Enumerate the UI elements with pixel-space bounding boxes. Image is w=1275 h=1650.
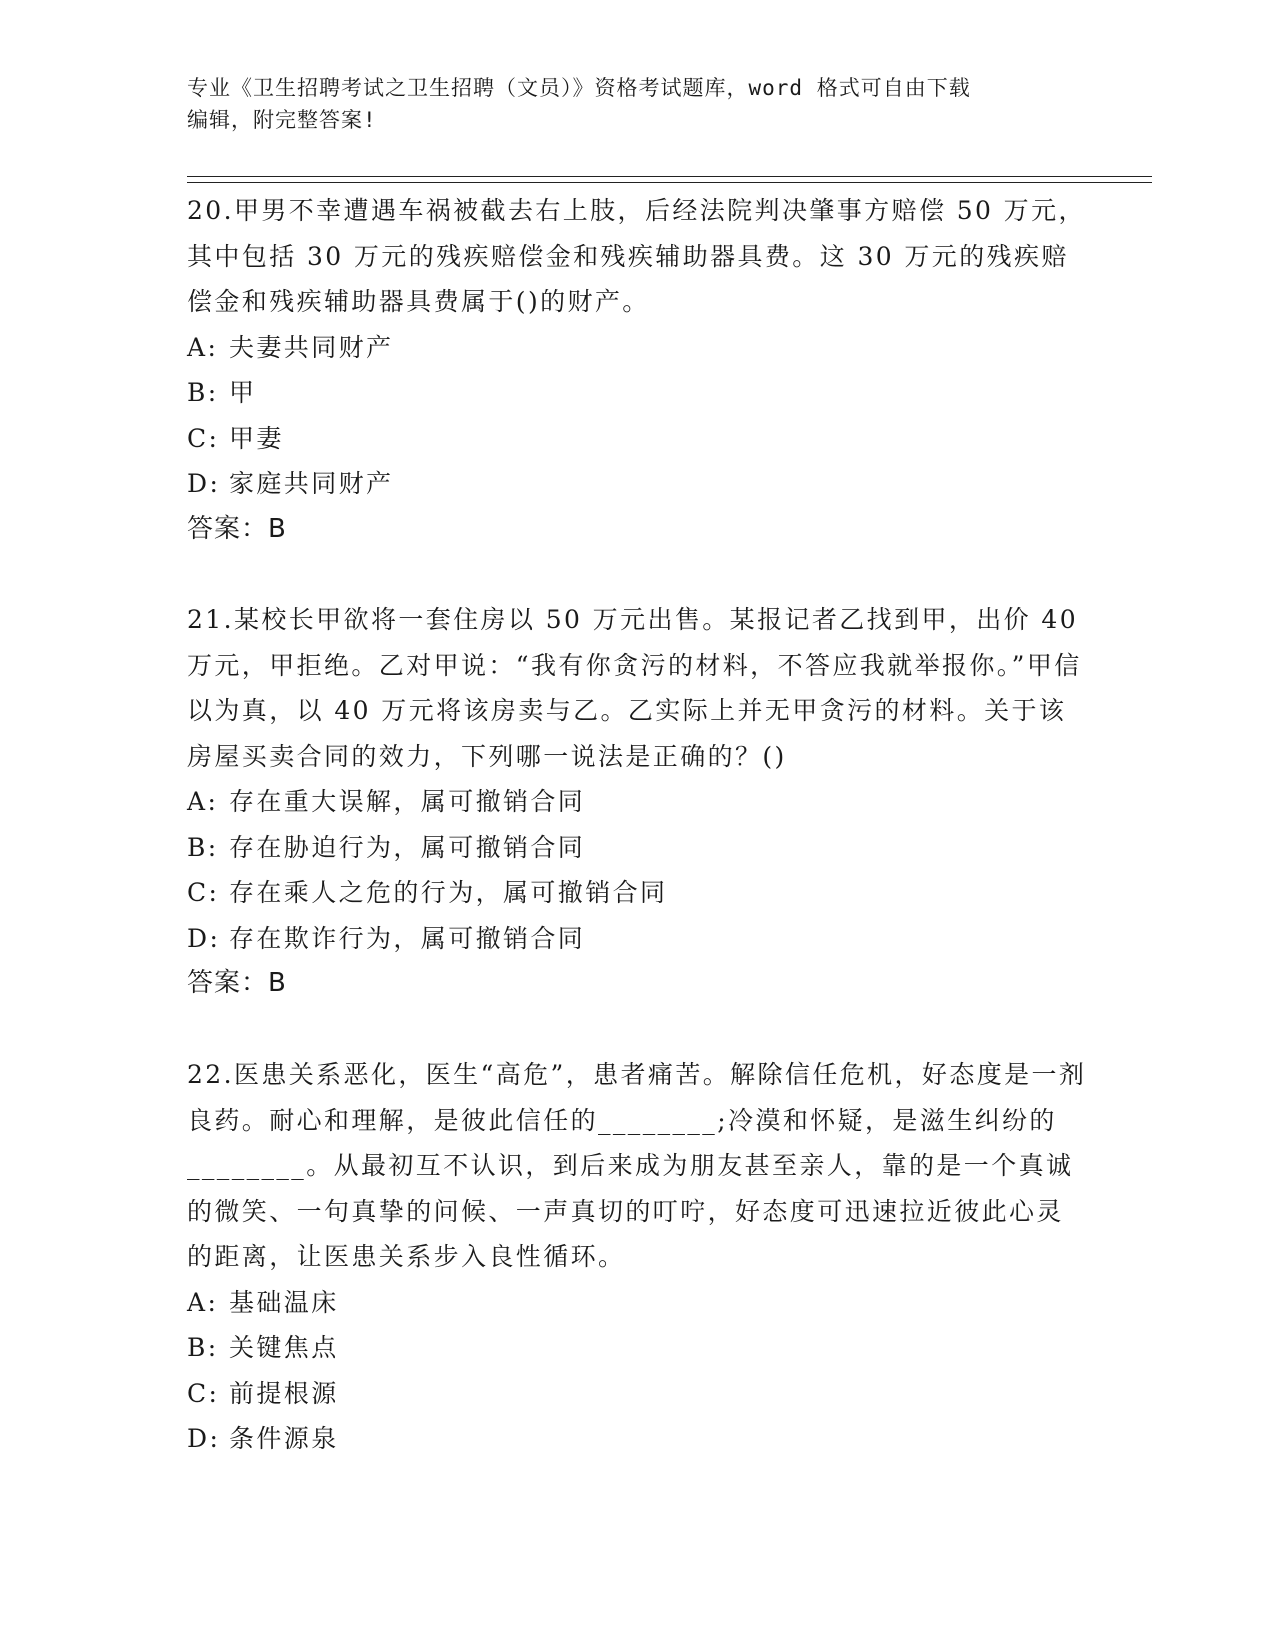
option-key: B:: [187, 1333, 219, 1362]
question-stem: 21.某校长甲欲将一套住房以 50 万元出售。某报记者乙找到甲，出价 40 万元，甲拒绝。乙对甲说：“我有你贪污的材料，不答应我就举报你。”甲信以为真，以 40 万元将该房卖与乙。乙实际上并无甲贪污的材料。关于该房屋买卖合同的效力，下列哪一说法是正确的？(): [187, 605, 1082, 771]
option-key: B:: [187, 832, 219, 862]
option-key: A:: [187, 1287, 219, 1317]
option-text: 甲: [229, 378, 257, 407]
question-22: [187, 1052, 1087, 1462]
option-text: 关键焦点: [229, 1333, 339, 1362]
header-line-1: 专业《卫生招聘考试之卫生招聘（文员）》资格考试题库，word 格式可自由下载: [187, 76, 971, 100]
option-c: [187, 416, 1087, 462]
option-key: D:: [187, 923, 221, 953]
option-key: D:: [187, 469, 221, 498]
header-divider-top: [187, 176, 1152, 177]
option-a: [187, 779, 1087, 825]
option-text: 存在乘人之危的行为，属可撤销合同: [229, 878, 668, 907]
option-text: 条件源泉: [229, 1424, 339, 1453]
answer-line: 答案：B: [187, 513, 287, 544]
option-c: [187, 870, 1087, 916]
option-text: 甲妻: [229, 423, 284, 453]
option-text: 夫妻共同财产: [229, 332, 394, 362]
option-key: C:: [187, 878, 220, 907]
option-key: C:: [187, 423, 220, 453]
option-c: [187, 1371, 1087, 1417]
option-key: C:: [187, 1378, 220, 1408]
option-text: 基础温床: [229, 1287, 339, 1317]
option-d: [187, 1416, 1087, 1462]
question-20: [187, 188, 1087, 552]
option-text: 家庭共同财产: [229, 469, 394, 498]
question-stem: 22.医患关系恶化，医生“高危”，患者痛苦。解除信任危机，好态度是一剂良药。耐心和理解，是彼此信任的________;冷漠和怀疑，是滋生纠纷的________。从最初互不认识，到后来成为朋友甚至亲人，靠的是一个真诚的微笑、一句真挚的问候、一声真切的叮咛，好态度可迅速拉近彼此心灵的距离，让医患关系步入良性循环。: [187, 1060, 1087, 1271]
question-stem: 20.甲男不幸遭遇车祸被截去右上肢，后经法院判决肇事方赔偿 50 万元，其中包括 30 万元的残疾赔偿金和残疾辅助器具费。这 30 万元的残疾赔偿金和残疾辅助器具费属于()的财产。: [187, 196, 1086, 316]
option-a: [187, 325, 1087, 371]
option-b: [187, 825, 1087, 871]
header-line-2: 编辑，附完整答案!: [187, 108, 377, 132]
document-header: [187, 72, 1067, 136]
question-21: [187, 597, 1087, 1007]
option-d: [187, 916, 1087, 962]
option-a: [187, 1280, 1087, 1326]
option-b: [187, 1325, 1087, 1371]
option-text: 存在欺诈行为，属可撤销合同: [229, 923, 586, 953]
option-key: A:: [187, 332, 219, 362]
option-text: 前提根源: [229, 1378, 339, 1408]
option-text: 存在胁迫行为，属可撤销合同: [229, 832, 586, 862]
option-d: [187, 461, 1087, 507]
option-key: B:: [187, 378, 219, 407]
option-key: A:: [187, 787, 219, 816]
option-b: [187, 370, 1087, 416]
option-text: 存在重大误解，属可撤销合同: [229, 787, 586, 816]
header-divider-bottom: [187, 182, 1152, 183]
option-key: D:: [187, 1424, 221, 1453]
answer-line: 答案：B: [187, 968, 287, 998]
